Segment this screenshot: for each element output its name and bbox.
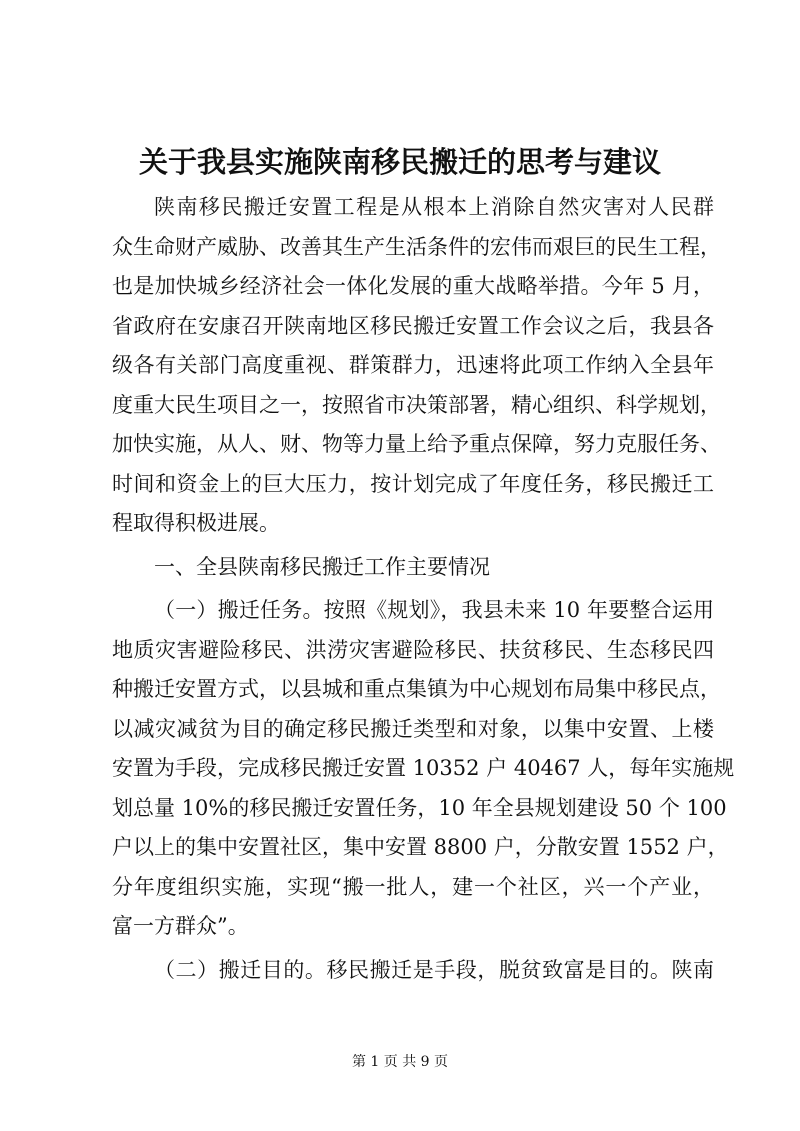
- text-line: 以减灾减贫为目的确定移民搬迁类型和对象，以集中安置、上楼: [112, 716, 714, 741]
- text-line: 分年度组织实施，实现“搬一批人，建一个社区，兴一个产业，: [112, 874, 714, 899]
- paragraph-1: [112, 591, 735, 947]
- text-line: （二）搬迁目的。移民搬迁是手段，脱贫致富是目的。陕南: [154, 957, 714, 982]
- paragraph-intro: [112, 188, 721, 544]
- text-line: （一）搬迁任务。按照《规划》，我县未来 10 年要整合运用: [154, 598, 714, 622]
- text-line: 众生命财产威胁、改善其生产生活条件的宏伟而艰巨的民生工程，: [112, 234, 721, 259]
- document-title: 关于我县实施陕南移民搬迁的思考与建议: [138, 145, 661, 179]
- text-line: 户以上的集中安置社区，集中安置 8800 户，分散安置 1552 户，: [112, 835, 729, 859]
- text-line: 划总量 10%的移民搬迁安置任务，10 年全县规划建设 50 个 100: [112, 795, 727, 820]
- text-line: 加快实施，从人、财、物等力量上给予重点保障，努力克服任务、: [112, 432, 721, 456]
- document-body: [112, 188, 735, 990]
- paragraph-2: [112, 951, 714, 991]
- text-line: 时间和资金上的巨大压力，按计划完成了年度任务，移民搬迁工: [112, 471, 714, 496]
- text-line: 省政府在安康召开陕南地区移民搬迁安置工作会议之后，我县各: [112, 313, 714, 338]
- text-line: 陕南移民搬迁安置工程是从根本上消除自然灾害对人民群: [154, 195, 714, 219]
- text-line: 程取得积极进展。: [112, 511, 280, 535]
- text-line: 也是加快城乡经济社会一体化发展的重大战略举措。今年 5 月，: [112, 274, 714, 298]
- page-footer: 第 1 页 共 9 页: [351, 1054, 449, 1070]
- text-line: 度重大民生项目之一，按照省市决策部署，精心组织、科学规划，: [112, 392, 721, 417]
- text-line: 安置为手段，完成移民搬迁安置 10352 户 40467 人，每年实施规: [112, 756, 735, 780]
- text-line: 种搬迁安置方式，以县城和重点集镇为中心规划布局集中移民点，: [112, 677, 721, 701]
- section-heading-1: [112, 548, 714, 588]
- text-line: 级各有关部门高度重视、群策群力，迅速将此项工作纳入全县年: [112, 353, 714, 377]
- text-line: 富一方群众”。: [112, 914, 249, 938]
- section-heading-text: 一、全县陕南移民搬迁工作主要情况: [154, 554, 490, 579]
- text-line: 地质灾害避险移民、洪涝灾害避险移民、扶贫移民、生态移民四: [112, 637, 714, 662]
